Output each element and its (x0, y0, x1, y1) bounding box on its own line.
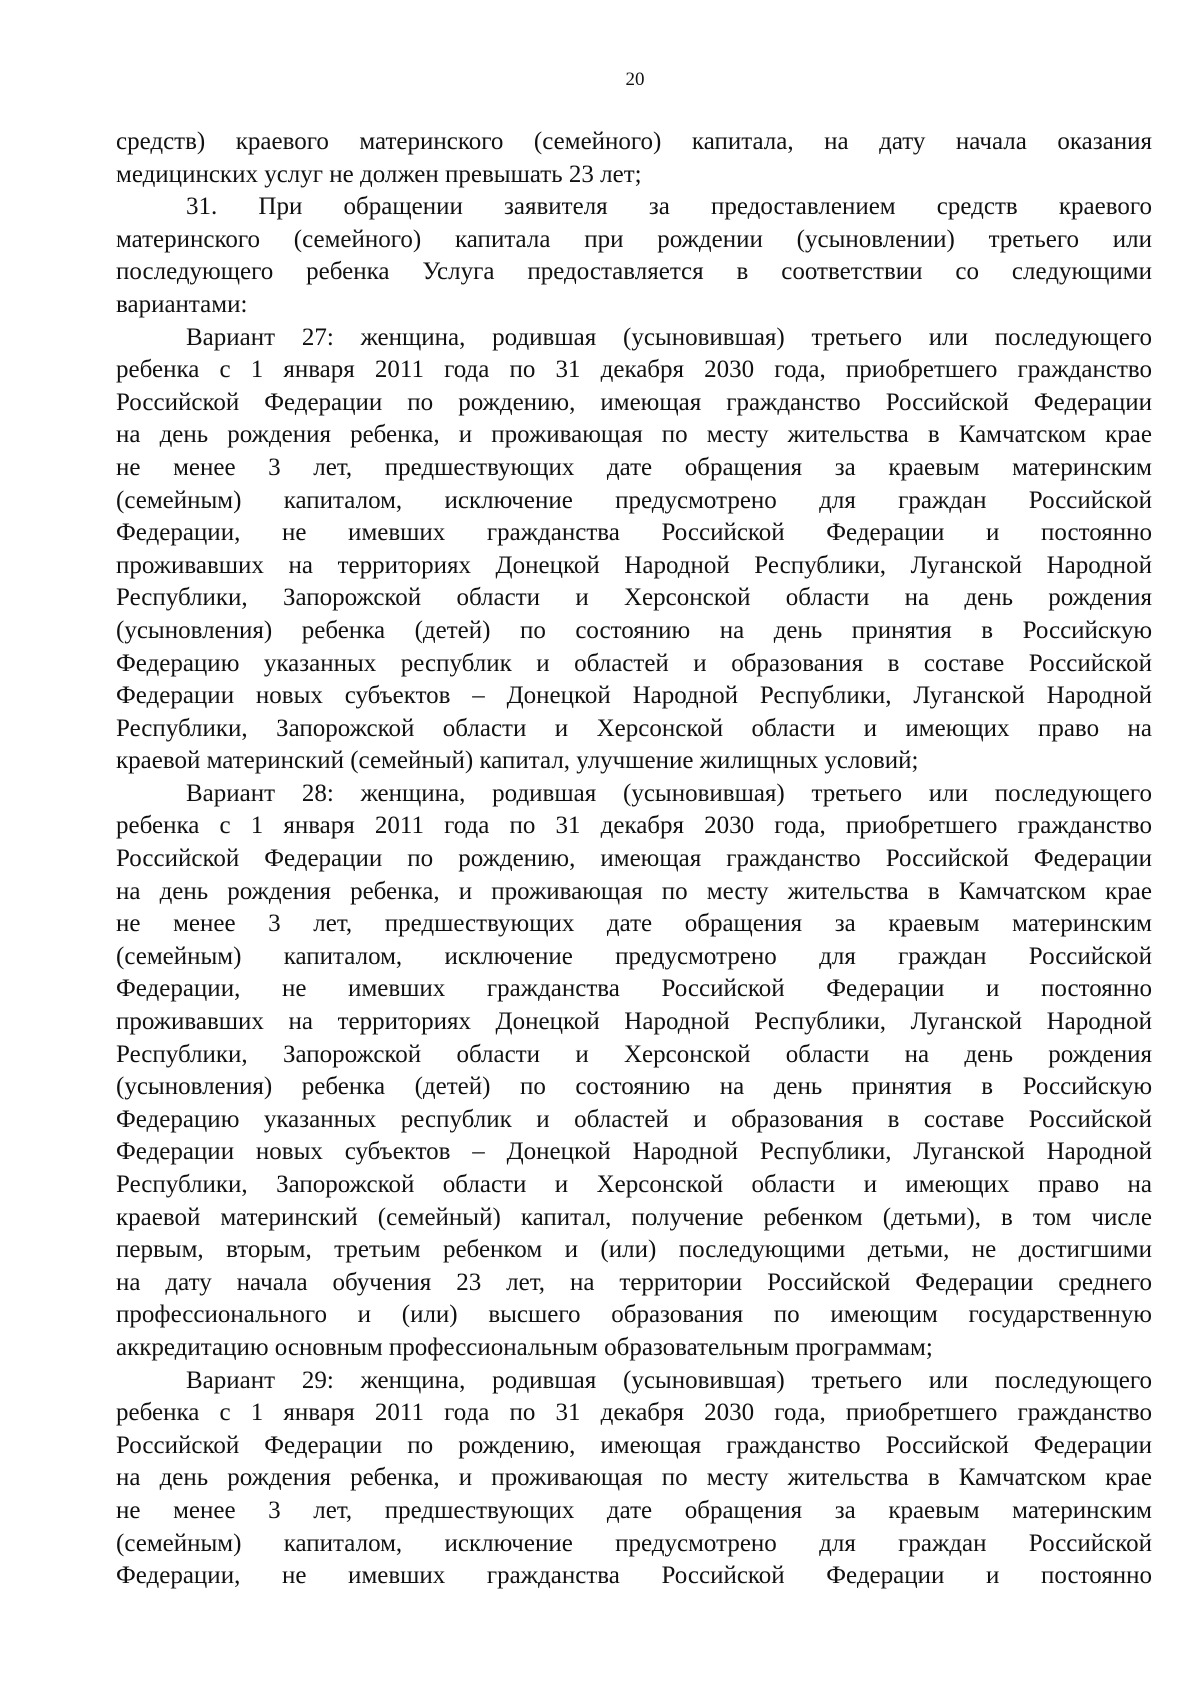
text-line: (усыновления) ребенка (детей) по состоянию на день принятия в Российскую (116, 616, 1152, 644)
text-line: на день рождения ребенка, и проживающая по месту жительства в Камчатском крае (116, 421, 1152, 449)
text-line: не менее 3 лет, предшествующих дате обращения за краевым материнским (116, 453, 1152, 481)
text-line: (усыновления) ребенка (детей) по состоянию на день принятия в Российскую (116, 1073, 1152, 1101)
text-line: вариантами: (116, 290, 248, 318)
text-line: Федерации, не имевших гражданства Российской Федерации и постоянно (116, 1562, 1152, 1590)
text-line: на день рождения ребенка, и проживающая по месту жительства в Камчатском крае (116, 1464, 1152, 1492)
text-line: Федерации новых субъектов – Донецкой Народной Республики, Луганской Народной (116, 1138, 1152, 1166)
text-line: материнского (семейного) капитала при рождении (усыновлении) третьего или (116, 225, 1152, 253)
text-line: Вариант 27: женщина, родившая (усыновившая) третьего или последующего (186, 323, 1152, 351)
text-line: Федерацию указанных республик и областей и образования в составе Российской (116, 1105, 1152, 1133)
text-line: Вариант 28: женщина, родившая (усыновившая) третьего или последующего (186, 779, 1152, 807)
text-line: Федерации, не имевших гражданства Российской Федерации и постоянно (116, 975, 1152, 1003)
text-line: Российской Федерации по рождению, имеющая гражданство Российской Федерации (116, 1431, 1152, 1459)
text-line: Республики, Запорожской области и Херсонской области на день рождения (116, 1040, 1152, 1068)
text-line: проживавших на территориях Донецкой Народной Республики, Луганской Народной (116, 1008, 1152, 1036)
text-line: Российской Федерации по рождению, имеющая гражданство Российской Федерации (116, 388, 1152, 416)
text-line: Республики, Запорожской области и Херсонской области и имеющих право на (116, 1171, 1152, 1198)
text-line: средств) краевого материнского (семейного) капитала, на дату начала оказания (116, 128, 1152, 155)
text-line: (семейным) капиталом, исключение предусмотрено для граждан Российской (116, 942, 1152, 970)
text-line: Республики, Запорожской области и Херсонской области и имеющих право на (116, 714, 1152, 742)
text-line: 31. При обращении заявителя за предоставлением средств краевого (186, 193, 1152, 221)
text-line: ребенка с 1 января 2011 года по 31 декабря 2030 года, приобретшего гражданство (116, 812, 1152, 840)
text-line: не менее 3 лет, предшествующих дате обращения за краевым материнским (116, 1496, 1152, 1524)
text-line: проживавших на территориях Донецкой Народной Республики, Луганской Народной (116, 551, 1152, 579)
page-number: 20 (625, 69, 645, 90)
text-line: профессионального и (или) высшего образования по имеющим государственную (116, 1301, 1152, 1329)
text-line: первым, вторым, третьим ребенком и (или) последующими детьми, не достигшими (116, 1236, 1152, 1264)
text-line: Федерацию указанных республик и областей и образования в составе Российской (116, 649, 1152, 677)
text-line: медицинских услуг не должен превышать 23 лет; (116, 160, 642, 188)
text-line: на дату начала обучения 23 лет, на территории Российской Федерации среднего (116, 1268, 1152, 1296)
text-line: ребенка с 1 января 2011 года по 31 декабря 2030 года, приобретшего гражданство (116, 356, 1152, 384)
text-line: Республики, Запорожской области и Херсонской области на день рождения (116, 584, 1152, 612)
document-body (116, 126, 1152, 1593)
text-line: Российской Федерации по рождению, имеющая гражданство Российской Федерации (116, 845, 1152, 873)
text-line: на день рождения ребенка, и проживающая по месту жительства в Камчатском крае (116, 877, 1152, 905)
text-line: (семейным) капиталом, исключение предусмотрено для граждан Российской (116, 486, 1152, 514)
text-line: краевой материнский (семейный) капитал, улучшение жилищных условий; (116, 747, 919, 775)
text-line: ребенка с 1 января 2011 года по 31 декабря 2030 года, приобретшего гражданство (116, 1399, 1152, 1427)
text-line: аккредитацию основным профессиональным образовательным программам; (116, 1333, 933, 1361)
text-line: не менее 3 лет, предшествующих дате обращения за краевым материнским (116, 910, 1152, 938)
text-line: Вариант 29: женщина, родившая (усыновившая) третьего или последующего (186, 1366, 1152, 1394)
text-line: (семейным) капиталом, исключение предусмотрено для граждан Российской (116, 1529, 1152, 1557)
text-line: Федерации новых субъектов – Донецкой Народной Республики, Луганской Народной (116, 682, 1152, 710)
text-line: последующего ребенка Услуга предоставляется в соответствии со следующими (116, 258, 1152, 286)
text-line: краевой материнский (семейный) капитал, получение ребенком (детьми), в том числе (116, 1203, 1152, 1231)
text-line: Федерации, не имевших гражданства Российской Федерации и постоянно (116, 519, 1152, 547)
